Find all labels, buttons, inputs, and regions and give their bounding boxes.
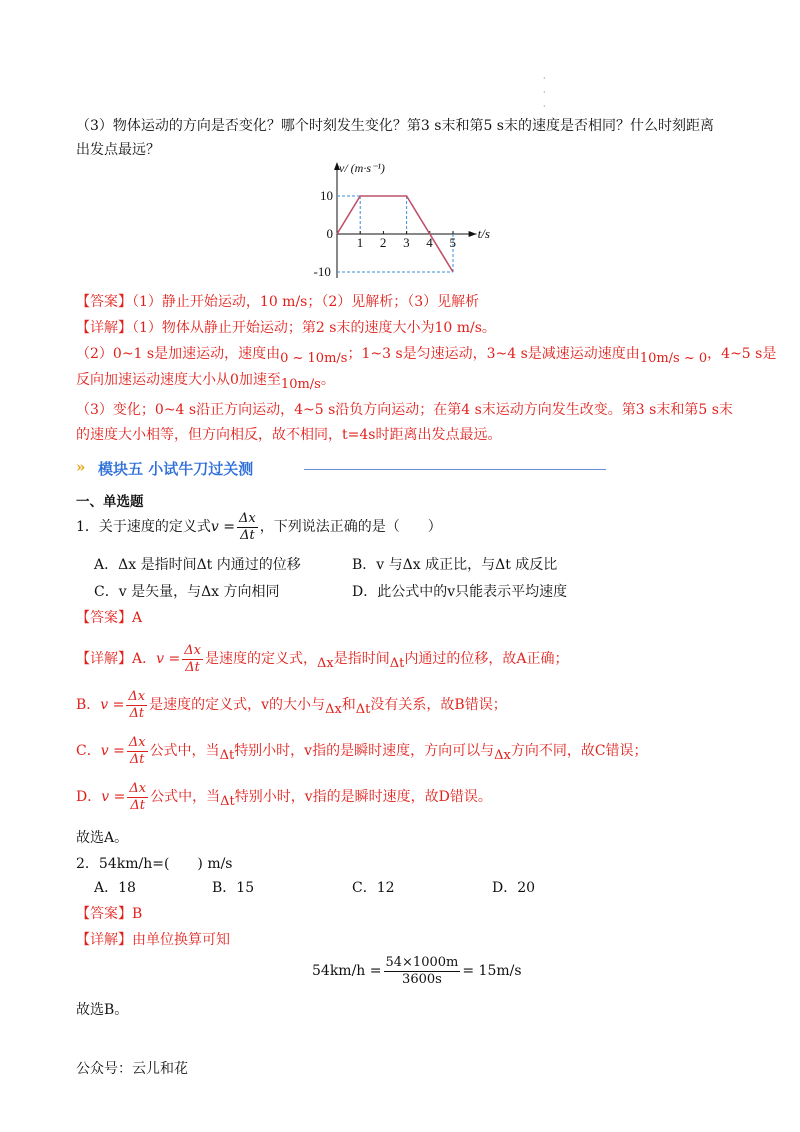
detail1-p3b: 的速度大小相等，但方向相反，故不相同，t=4s时距离出发点最远。 (76, 427, 502, 443)
x-axis-arrow (469, 231, 477, 237)
formula-fraction (127, 735, 148, 768)
formula-num: Δx (129, 780, 147, 796)
detail-label: 【详解】 (76, 932, 132, 948)
formula-num: Δx (184, 642, 201, 658)
q3-line2: 出发点最远？ (76, 142, 160, 158)
x-tick-label: 5 (449, 235, 456, 250)
formula-v: v (101, 789, 110, 805)
q1-detail-c: C．v = $\frac{\Delta x}{\Delta t}$ 公式中，当Δt特别小时，v指的是瞬时速度，方向可以与Δx方向不同，故C错误； (76, 734, 648, 767)
q1-option-b: B．v 与Δx 成正比，与Δt 成反比 (352, 557, 558, 573)
detail1-p1: （1）物体从静止开始运动；第2 s末的速度大小为10 m/s。 (132, 320, 496, 336)
detail-text: 由单位换算可知 (132, 932, 230, 948)
formula-den: Δt (185, 659, 200, 675)
formula-fraction (127, 781, 148, 814)
q1-choice: 故选A。 (76, 830, 129, 846)
q1-stem-a: 1．关于速度的定义式 (76, 519, 211, 535)
q2-option-b: B．15 (212, 880, 255, 896)
delta-x: Δx (494, 748, 511, 763)
velocity-time-chart (300, 158, 500, 282)
q1-option-c: C．v 是矢量，与Δx 方向相同 (94, 584, 280, 600)
equation-fraction (384, 955, 461, 988)
detail-d-text2: 特别小时，v指的是瞬时速度，故D错误。 (234, 789, 492, 805)
y-tick-label: -10 (313, 264, 331, 279)
module-title: 模块五 小试牛刀过关测 (98, 460, 254, 478)
q1-detail-a: 【详解】A．v = $\frac{\Delta x}{\Delta t}$ 是速度的定义式，Δx是指时间Δt内通过的位移，故A正确； (76, 642, 569, 675)
q1-option-d: D．此公式中的v只能表示平均速度 (352, 584, 568, 600)
detail-c-text3: 方向不同，故C错误； (510, 743, 648, 759)
answer-label: 【答案】 (76, 610, 132, 626)
detail1-p2e: 。 (320, 372, 335, 388)
answer-label: 【答案】 (76, 906, 132, 922)
q2-answer-row (76, 904, 142, 924)
q2-option-d: D．20 (492, 880, 536, 896)
detail1-p2d-math: 10m/s (280, 377, 321, 392)
delta-t: Δt (219, 748, 235, 763)
y-axis-label: v/ (m·s⁻¹) (339, 161, 385, 175)
formula-v: v (100, 697, 109, 713)
detail-a-text3: 内通过的位移，故A正确； (404, 651, 569, 667)
formula-num: Δx (239, 510, 256, 526)
x-tick-label: 4 (426, 235, 433, 250)
q1-answer-row (76, 608, 142, 628)
formula-den: Δt (130, 797, 146, 813)
answer1-row (76, 292, 479, 312)
formula-fraction (182, 643, 203, 676)
detail-d-prefix: D． (76, 789, 102, 805)
q2-stem: 2．54km/h=( ) m/s (76, 856, 233, 872)
delta-t: Δt (220, 794, 235, 809)
delta-x: Δx (325, 702, 342, 717)
detail1-p2d: 反向加速运动速度大小从0加速至 (76, 372, 281, 388)
equation-right: = 15m/s (462, 963, 522, 979)
q2-option-a: A．18 (94, 880, 136, 896)
q2-equation (312, 952, 522, 990)
formula-num: Δx (128, 688, 146, 704)
detail1-p2c: ，4~5 s是 (707, 346, 777, 362)
detail-b-and: 和 (341, 697, 356, 713)
answer-value: A (132, 610, 143, 626)
y-tick-label: 0 (326, 226, 333, 241)
detail-c-prefix: C． (76, 743, 101, 759)
detail1-p2b-math: 10m/s ~ 0 (639, 351, 708, 366)
q2-option-c: C．12 (352, 880, 395, 896)
detail1-p1-row (76, 318, 496, 338)
formula-den: Δt (129, 705, 145, 721)
equation-num: 54×1000m (385, 954, 459, 970)
detail1-p2-cont (76, 370, 335, 395)
formula-v: v (100, 743, 109, 759)
formula-fraction (126, 689, 147, 722)
y-tick-label: 10 (320, 188, 333, 203)
q2-choice: 故选B。 (76, 1002, 129, 1018)
formula-fraction (237, 511, 258, 544)
formula-v: v (156, 651, 165, 667)
q1-stem-b: ，下列说法正确的是（ ） (259, 519, 442, 535)
x-tick-label: 1 (356, 235, 364, 250)
answer-label: 【答案】 (76, 294, 132, 310)
formula-den: Δt (240, 527, 255, 543)
detail-b-prefix: B． (76, 697, 101, 713)
detail1-p2b: ；1~3 s是匀速运动，3~4 s是减速运动速度由 (347, 346, 640, 362)
detail-a-text2: 是指时间 (333, 651, 390, 667)
formula-den: Δt (129, 751, 145, 767)
x-tick-label: 2 (379, 235, 387, 250)
module-divider (304, 469, 606, 470)
detail-b-text2: 没有关系，故B错误； (370, 697, 507, 713)
footer-text: 公众号：云儿和花 (76, 1061, 188, 1077)
section-title: 一、单选题 (76, 494, 144, 510)
detail-label: 【详解】 (76, 651, 132, 667)
detail-a-prefix: A． (132, 651, 157, 667)
q1-detail-b: B．v = $\frac{\Delta x}{\Delta t}$ 是速度的定义式，v的大小与Δx和Δt没有关系，故B错误； (76, 688, 507, 721)
q3-line1: （3）物体运动的方向是否变化？哪个时刻发生变化？第3 s末和第5 s末的速度是否相同？什么时刻距离 (76, 118, 714, 134)
answer-value: B (132, 906, 143, 922)
double-chevron-icon: » (76, 458, 86, 476)
formula-v: v (210, 519, 219, 535)
q2-detail-row (76, 930, 230, 950)
delta-t: Δt (389, 656, 405, 671)
q1-detail-d: D．v = $\frac{\Delta x}{\Delta t}$ 公式中，当Δt特别小时，v指的是瞬时速度，故D错误。 (76, 780, 492, 813)
detail-label: 【详解】 (76, 320, 132, 336)
answer-text: （1）静止开始运动，10 m/s；（2）见解析；（3）见解析 (132, 294, 480, 310)
formula-num: Δx (128, 734, 146, 750)
x-axis-label: t/s (477, 226, 490, 241)
q1-stem: 1．关于速度的定义式v = $\frac{\Delta x}{\Delta t}$ ，下列说法正确的是（ ） (76, 510, 442, 543)
detail-a-text: 是速度的定义式， (204, 651, 317, 667)
detail1-p2-row (76, 344, 776, 369)
header-marks: · · · (543, 74, 546, 111)
detail1-p2a: （2）0~1 s是加速运动，速度由 (76, 346, 281, 362)
detail-c-text: 公式中，当 (149, 743, 220, 759)
detail-c-text2: 特别小时，v指的是瞬时速度，方向可以与 (234, 743, 495, 759)
q1-option-a: A．Δx 是指时间Δt 内通过的位移 (94, 557, 301, 573)
delta-x: Δx (316, 656, 334, 671)
module-header (76, 458, 606, 482)
detail1-p2a-math: 0 ~ 10m/s (280, 351, 348, 366)
equation-left: 54km/h = (312, 963, 382, 979)
x-tick-label: 3 (403, 235, 410, 250)
detail1-p3a: （3）变化；0~4 s沿正方向运动，4~5 s沿负方向运动；在第4 s末运动方向发生改变。第3 s末和第5 s末 (76, 402, 733, 418)
equation-den: 3600s (402, 971, 442, 987)
detail-d-text: 公式中，当 (150, 789, 221, 805)
delta-t: Δt (355, 702, 371, 717)
detail-b-text: 是速度的定义式，v的大小与 (149, 697, 326, 713)
